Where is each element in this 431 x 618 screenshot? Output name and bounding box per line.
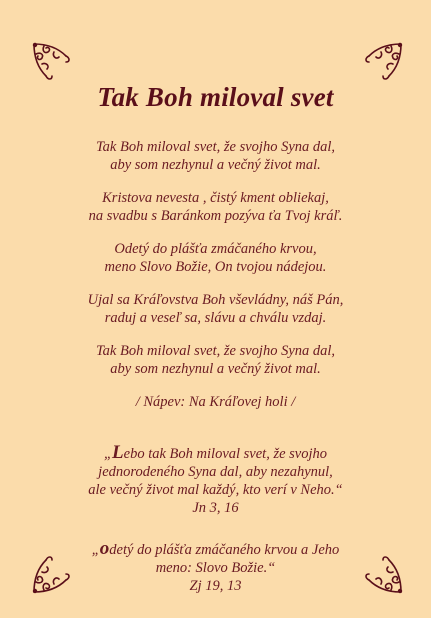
stanza-line: meno Slovo Božie, On tvojou nádejou. [104, 259, 327, 275]
quote-first-line: detý do plášťa zmáčaného krvou a Jeho [109, 542, 340, 558]
quote-dropcap: o [99, 538, 110, 559]
quote-dropcap: L [112, 442, 124, 463]
stanza-1 [0, 138, 431, 174]
stanza-line: Tak Boh miloval svet, že svojho Syna dal, [95, 343, 336, 359]
stanza-5 [0, 342, 431, 378]
stanza-line: aby som nezhynul a večný život mal. [110, 361, 321, 377]
stanza-line: Tak Boh miloval svet, že svojho Syna dal, [95, 139, 336, 155]
scripture-quote-2 [0, 540, 431, 595]
quote-reference: Zj 19, 13 [189, 578, 242, 594]
song-body [0, 138, 431, 618]
quote-first-line: ebo tak Boh miloval svet, že svojho [123, 446, 328, 462]
stanza-4 [0, 291, 431, 327]
scripture-quote-1 [0, 444, 431, 517]
quote-line: jednorodeného Syna dal, aby nezahynul, [98, 464, 333, 480]
stanza-line: Kristova nevesta , čistý kment obliekaj, [102, 190, 329, 206]
quote-line [0, 540, 431, 559]
quote-line [0, 444, 431, 463]
flourish-corner-icon [30, 40, 76, 86]
stanza-line: Odetý do plášťa zmáčaného krvou, [114, 241, 317, 257]
page-title: Tak Boh miloval svet [97, 82, 334, 113]
quote-open-mark: „ [103, 446, 113, 462]
stanza-line: raduj a veseľ sa, slávu a chválu vzdaj. [104, 310, 327, 326]
quote-open-mark: „ [91, 542, 100, 558]
quote-reference: Jn 3, 16 [192, 500, 239, 516]
flourish-corner-icon [359, 40, 405, 86]
quote-line: meno: Slovo Božie.“ [155, 560, 276, 576]
stanza-line: aby som nezhynul a večný život mal. [110, 157, 321, 173]
melody-note: / Nápev: Na Kráľovej holi / [135, 394, 296, 410]
quote-line: ale večný život mal každý, kto verí v Neho.“ [88, 482, 343, 498]
stanza-3 [0, 240, 431, 276]
stanza-line: na svadbu s Baránkom pozýva ťa Tvoj kráľ. [88, 208, 343, 224]
stanza-2 [0, 189, 431, 225]
stanza-line: Ujal sa Kráľovstva Boh vševládny, náš Pán, [87, 292, 344, 308]
